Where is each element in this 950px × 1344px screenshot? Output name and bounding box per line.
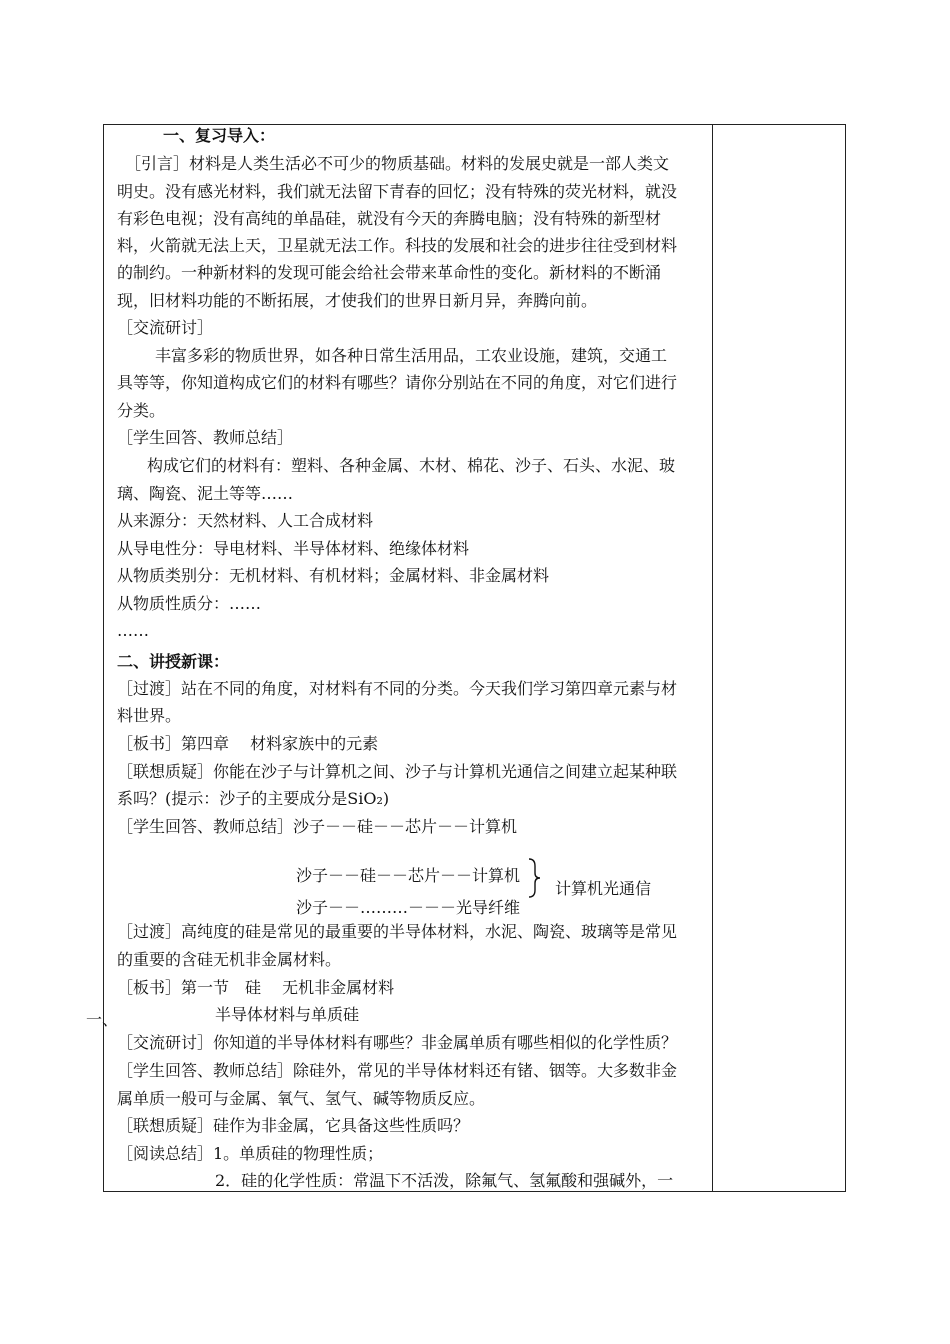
text-line: 属单质一般可与金属、氧气、氢气、碱等物质反应。 <box>117 1089 486 1108</box>
table-column-divider <box>712 124 713 1192</box>
text-line: 分类。 <box>117 401 166 420</box>
text-line: 从物质性质分：…… <box>117 594 262 613</box>
text-line: 明史。没有感光材料，我们就无法留下青春的回忆；没有特殊的荧光材料，就没 <box>117 182 678 201</box>
diagram-line-computer: 沙子－－硅－－芯片－－计算机 <box>296 866 521 885</box>
text-line: ［过渡］高纯度的硅是常见的最重要的半导体材料，水泥、陶瓷、玻璃等是常见 <box>117 922 678 941</box>
text-line: ［联想质疑］你能在沙子与计算机之间、沙子与计算机光通信之间建立起某种联 <box>117 762 678 781</box>
section-heading-review: 一、复习导入： <box>163 126 276 145</box>
text-line: 有彩色电视；没有高纯的单晶硅，就没有今天的奔腾电脑；没有特殊的新型材 <box>117 209 662 228</box>
text-line: ［引言］材料是人类生活必不可少的物质基础。材料的发展史就是一部人类文 <box>125 154 670 173</box>
text-line: 从导电性分：导电材料、半导体材料、绝缘体材料 <box>117 539 470 558</box>
diagram-line-fiber: 沙子－－………－－－光导纤维 <box>296 898 521 917</box>
text-line: ［过渡］站在不同的角度，对材料有不同的分类。今天我们学习第四章元素与材 <box>117 679 678 698</box>
text-line: ［学生回答、教师总结］ <box>117 428 294 447</box>
text-line: ［交流研讨］你知道的半导体材料有哪些？非金属单质有哪些相似的化学性质？ <box>117 1033 678 1052</box>
text-line: …… <box>117 621 149 640</box>
text-line: 半导体材料与单质硅 <box>215 1005 360 1024</box>
text-line: 璃、陶瓷、泥土等等…… <box>117 484 294 503</box>
text-line: 料，火箭就无法上天，卫星就无法工作。科技的发展和社会的进步往往受到材料 <box>117 236 678 255</box>
text-line: 的重要的含硅无机非金属材料。 <box>117 950 342 969</box>
text-line: ［板书］第一节 硅 无机非金属材料 <box>117 978 395 997</box>
text-line: 料世界。 <box>117 706 182 725</box>
text-line: 丰富多彩的物质世界，如各种日常生活用品，工农业设施，建筑，交通工 <box>155 346 668 365</box>
text-line: 2．硅的化学性质：常温下不活泼，除氟气、氢氟酸和强碱外，一 <box>215 1171 674 1190</box>
diagram-label-optical-comm: 计算机光通信 <box>555 879 652 898</box>
text-line: ［板书］第四章 材料家族中的元素 <box>117 734 379 753</box>
text-line: ［交流研讨］ <box>117 318 214 337</box>
brace-icon <box>527 858 541 898</box>
text-line: ［学生回答、教师总结］沙子－－硅－－芯片－－计算机 <box>117 817 518 836</box>
text-line: ［阅读总结］1。单质硅的物理性质； <box>117 1144 384 1163</box>
text-line: 从物质类别分：无机材料、有机材料；金属材料、非金属材料 <box>117 566 550 585</box>
margin-mark: 一、 <box>86 1010 119 1029</box>
text-line: ［学生回答、教师总结］除硅外，常见的半导体材料还有锗、铟等。大多数非金 <box>117 1061 678 1080</box>
section-heading-new-lesson: 二、讲授新课： <box>117 652 230 671</box>
text-line: ［联想质疑］硅作为非金属，它具备这些性质吗？ <box>117 1116 470 1135</box>
text-line: 从来源分：天然材料、人工合成材料 <box>117 511 374 530</box>
text-line: 系吗？(提示：沙子的主要成分是SiO₂) <box>117 789 390 808</box>
text-line: 的制约。一种新材料的发现可能会给社会带来革命性的变化。新材料的不断涌 <box>117 263 662 282</box>
text-line: 构成它们的材料有：塑料、各种金属、木材、棉花、沙子、石头、水泥、玻 <box>147 456 676 475</box>
text-line: 现，旧材料功能的不断拓展，才使我们的世界日新月异，奔腾向前。 <box>117 291 598 310</box>
text-line: 具等等，你知道构成它们的材料有哪些？请你分别站在不同的角度，对它们进行 <box>117 373 678 392</box>
